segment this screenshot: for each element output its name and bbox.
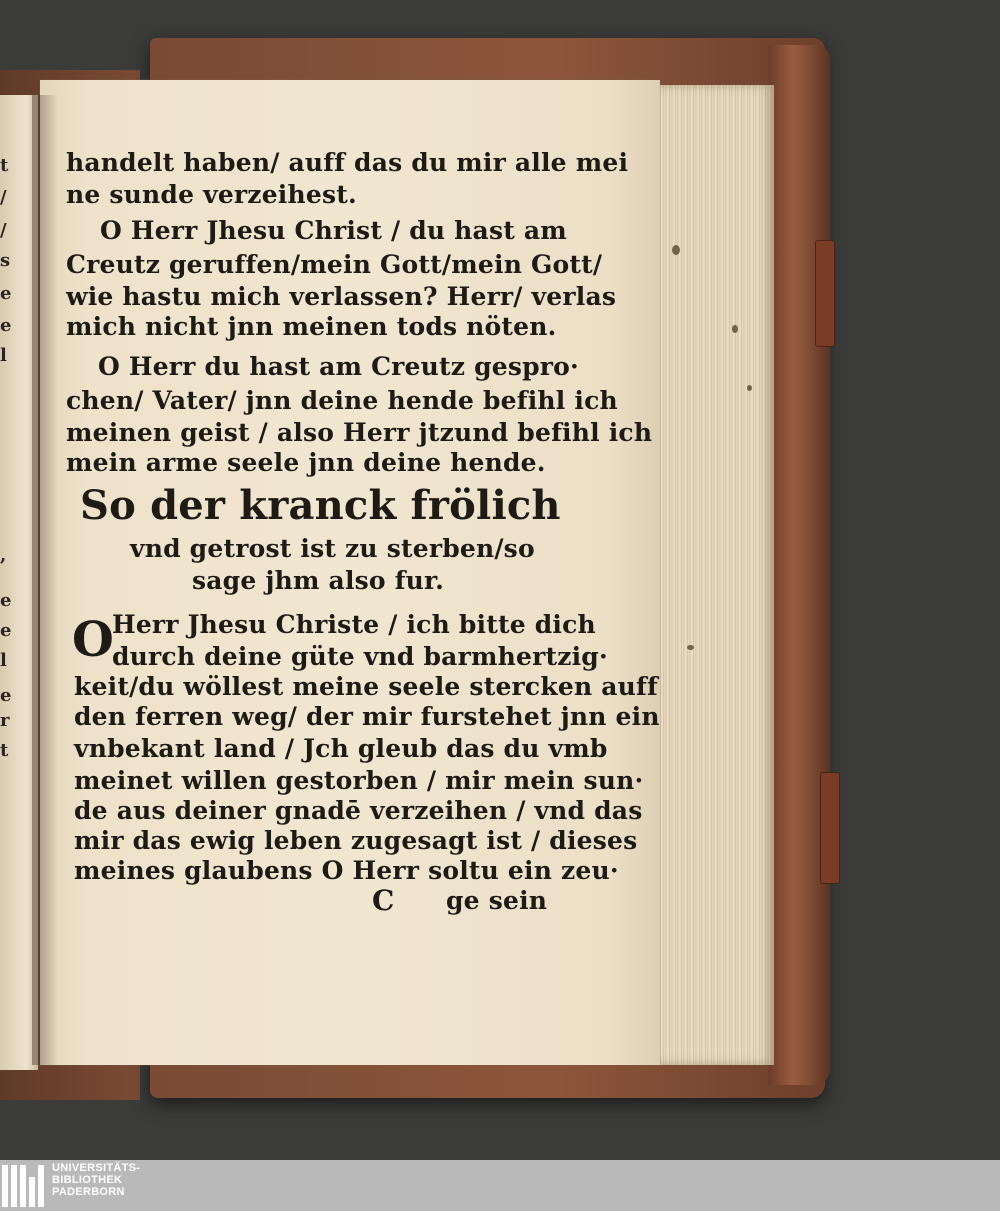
text-line: meines glaubens O Herr soltu ein zeu· bbox=[74, 856, 619, 885]
text-line: ne sunde verzeihest. bbox=[66, 180, 357, 209]
clasp-lower bbox=[820, 772, 840, 884]
signature-mark: C bbox=[372, 884, 395, 917]
text-line: chen/ Vater/ jnn deine hende befihl ich bbox=[66, 386, 618, 415]
library-logo-icon bbox=[2, 1165, 46, 1207]
left-page-letter: e bbox=[0, 620, 12, 641]
text-line: de aus deiner gnadē verzeihen / vnd das bbox=[74, 796, 643, 825]
section-heading: So der kranck frölich bbox=[80, 482, 561, 529]
left-page-letter: e bbox=[0, 315, 12, 336]
left-page-letter: / bbox=[0, 187, 7, 208]
catchword: ge sein bbox=[446, 886, 548, 915]
left-page-letter: e bbox=[0, 590, 12, 611]
text-line: O Herr du hast am Creutz gespro· bbox=[98, 352, 579, 381]
left-page-letter: t bbox=[0, 740, 9, 761]
text-line: den ferren weg/ der mir furstehet jnn ein bbox=[74, 702, 660, 731]
library-name-line: BIBLIOTHEK bbox=[52, 1174, 123, 1186]
left-page-letter: l bbox=[0, 650, 7, 671]
left-page-letter: l bbox=[0, 345, 7, 366]
left-page-letter: / bbox=[0, 220, 7, 241]
library-name-line: UNIVERSITÄTS- bbox=[52, 1162, 141, 1174]
left-page-letter: s bbox=[0, 250, 11, 271]
text-line: O Herr Jhesu Christ / du hast am bbox=[100, 216, 567, 245]
footer-bar bbox=[0, 1160, 1000, 1211]
text-line: keit/du wöllest meine seele stercken auff bbox=[74, 672, 658, 701]
text-line: Herr Jhesu Christe / ich bitte dich bbox=[112, 610, 596, 639]
text-line: mir das ewig leben zugesagt ist / dieses bbox=[74, 826, 638, 855]
left-page-letter: e bbox=[0, 283, 12, 304]
clasp-upper bbox=[815, 240, 835, 347]
text-line: meinet willen gestorben / mir mein sun· bbox=[74, 766, 644, 795]
text-line: vnbekant land / Jch gleub das du vmb bbox=[74, 734, 608, 763]
library-name-line: PADERBORN bbox=[52, 1186, 125, 1198]
left-page-letter: , bbox=[0, 545, 7, 566]
back-board-edge bbox=[768, 45, 830, 1085]
left-page-letter: t bbox=[0, 155, 9, 176]
text-line: meinen geist / also Herr jtzund befihl ich bbox=[66, 418, 653, 447]
text-line: durch deine güte vnd barmhertzig· bbox=[112, 642, 608, 671]
page-block-edge bbox=[652, 85, 774, 1065]
text-line: Creutz geruffen/mein Gott/mein Gott/ bbox=[66, 250, 603, 279]
text-line: mein arme seele jnn deine hende. bbox=[66, 448, 546, 477]
left-page-letter: e bbox=[0, 685, 12, 706]
text-line: handelt haben/ auff das du mir alle mei bbox=[66, 148, 629, 177]
initial-letter: O bbox=[72, 612, 115, 668]
left-page-letter: r bbox=[0, 710, 10, 731]
gutter-shadow bbox=[32, 95, 58, 1065]
section-subheading: vnd getrost ist zu sterben/so bbox=[130, 534, 535, 563]
section-subheading: sage jhm also fur. bbox=[192, 566, 445, 595]
text-line: mich nicht jnn meinen tods nöten. bbox=[66, 312, 557, 341]
text-line: wie hastu mich verlassen? Herr/ verlas bbox=[66, 282, 617, 311]
